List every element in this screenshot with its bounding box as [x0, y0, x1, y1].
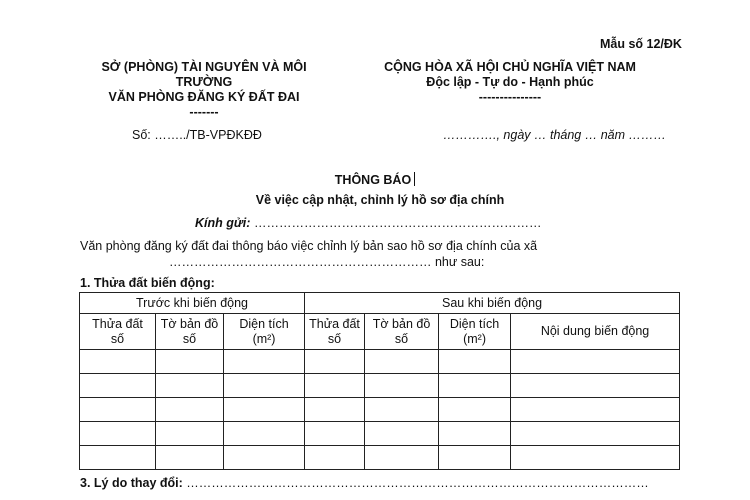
header-cell: Diện tích (m²)	[439, 314, 511, 350]
section-1-heading: 1. Thửa đất biến động:	[80, 276, 215, 290]
section-3-line	[80, 476, 649, 490]
agency-header	[80, 60, 328, 120]
table-group-row	[80, 293, 680, 314]
national-header	[355, 60, 665, 105]
table-row	[80, 398, 680, 422]
section-3-dots: …………………………………………………………………………………………………	[186, 476, 649, 490]
header-cell: Tờ bản đồ số	[156, 314, 224, 350]
header-cell: Thửa đất số	[80, 314, 156, 350]
recipient-label: Kính gửi:	[195, 216, 251, 230]
table-row	[80, 422, 680, 446]
title-wrap	[0, 172, 750, 187]
document-number: Số: ……../TB-VPĐKĐĐ	[132, 128, 262, 142]
header-cell: Nội dung biến động	[511, 314, 680, 350]
intro-paragraph	[80, 238, 537, 270]
header-cell: Diện tích (m²)	[224, 314, 305, 350]
table-row	[80, 374, 680, 398]
agency-line-2: TRƯỜNG	[175, 75, 233, 89]
table-header-row	[80, 314, 680, 350]
group-before: Trước khi biến động	[80, 293, 305, 314]
header-cell: Thửa đất số	[305, 314, 365, 350]
agency-divider: -------	[189, 105, 219, 119]
agency-line-3: VĂN PHÒNG ĐĂNG KÝ ĐẤT ĐAI	[108, 90, 300, 104]
text-cursor	[414, 172, 415, 186]
recipient-line	[195, 216, 541, 230]
document-title: THÔNG BÁO	[334, 173, 412, 187]
form-code: Mẫu số 12/ĐK	[600, 37, 682, 51]
national-title: CỘNG HÒA XÃ HỘI CHỦ NGHĨA VIỆT NAM	[384, 60, 636, 74]
group-after: Sau khi biến động	[305, 293, 680, 314]
intro-line-2	[80, 254, 537, 270]
national-divider: ---------------	[478, 90, 542, 104]
national-motto: Độc lập - Tự do - Hạnh phúc	[426, 75, 594, 89]
date-line: …………., ngày … tháng … năm ………	[443, 128, 666, 142]
header-cell: Tờ bản đồ số	[365, 314, 439, 350]
intro-line-1: Văn phòng đăng ký đất đai thông báo việc chỉnh lý bản sao hồ sơ địa chính của xã	[80, 239, 538, 253]
table-row	[80, 446, 680, 470]
section-3-heading: 3. Lý do thay đổi:	[80, 476, 183, 490]
recipient-dots: ……………………………………………………………	[253, 216, 542, 230]
parcel-change-table	[79, 292, 680, 470]
table-row	[80, 350, 680, 374]
document-subtitle: Về việc cập nhật, chỉnh lý hồ sơ địa chính	[255, 193, 505, 207]
intro-dots: ………………………………………………………	[169, 255, 432, 269]
intro-suffix: như sau:	[434, 255, 485, 269]
agency-line-1: SỞ (PHÒNG) TÀI NGUYÊN VÀ MÔI	[101, 60, 307, 74]
